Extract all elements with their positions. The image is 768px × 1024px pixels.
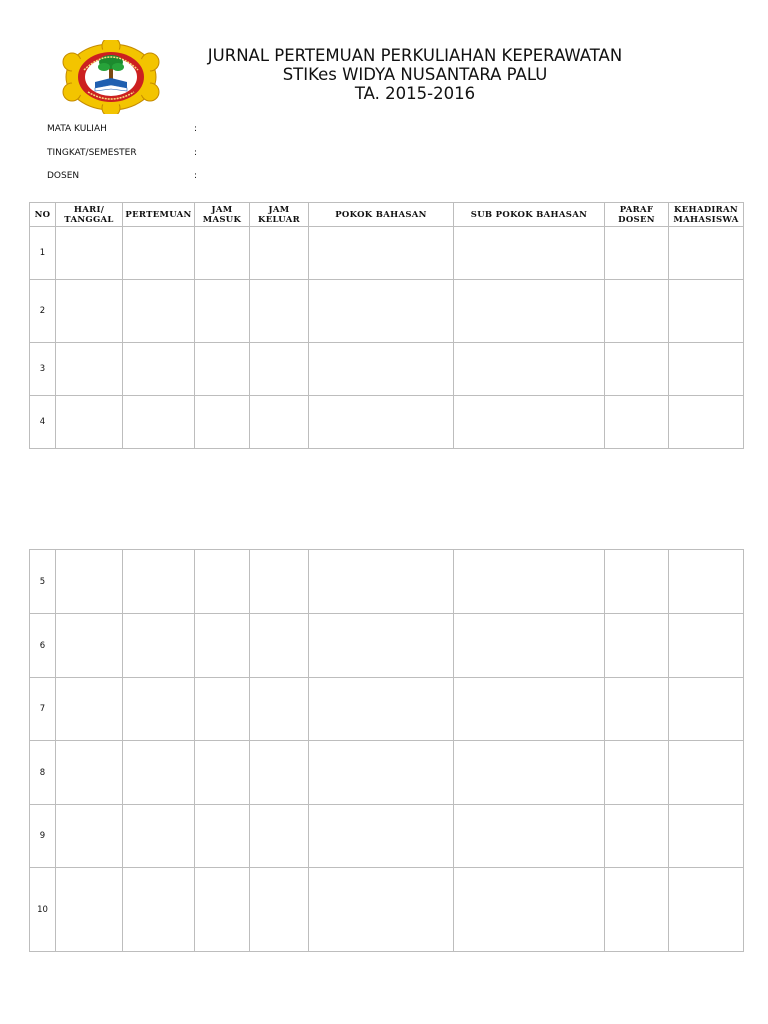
colon: : [194,124,198,134]
row-number: 5 [30,550,56,614]
row-number: 6 [30,614,56,678]
cell-sub-topic[interactable] [454,805,605,868]
cell-lecturer-signature[interactable] [605,280,669,343]
row-number: 4 [30,396,56,449]
table-row [30,805,744,868]
cell-main-topic[interactable] [309,678,454,741]
cell-student-attendance[interactable] [669,868,744,952]
cell-sub-topic[interactable] [454,868,605,952]
cell-time-out[interactable] [250,227,309,280]
col-header-main-topic: POKOK BAHASAN [309,203,454,227]
cell-time-in[interactable] [195,396,250,449]
row-number: 8 [30,741,56,805]
cell-sub-topic[interactable] [454,678,605,741]
row-number: 10 [30,868,56,952]
course-info [47,124,347,195]
cell-time-out[interactable] [250,614,309,678]
table-header-row [30,203,744,227]
cell-main-topic[interactable] [309,741,454,805]
header-title: JURNAL PERTEMUAN PERKULIAHAN KEPERAWATAN [207,46,623,65]
row-number: 7 [30,678,56,741]
cell-day-date[interactable] [56,550,123,614]
cell-time-out[interactable] [250,868,309,952]
level-semester-label: TINGKAT/SEMESTER [47,147,137,158]
cell-day-date[interactable] [56,280,123,343]
colon: : [194,171,198,181]
table-row [30,396,744,449]
cell-student-attendance[interactable] [669,550,744,614]
cell-day-date[interactable] [56,741,123,805]
cell-main-topic[interactable] [309,550,454,614]
cell-time-in[interactable] [195,868,250,952]
cell-student-attendance[interactable] [669,343,744,396]
cell-main-topic[interactable] [309,343,454,396]
cell-lecturer-signature[interactable] [605,343,669,396]
cell-time-in[interactable] [195,678,250,741]
col-header-sub-topic: SUB POKOK BAHASAN [454,203,605,227]
cell-lecturer-signature[interactable] [605,805,669,868]
col-header-student-attendance: KEHADIRAN MAHASISWA [669,203,744,227]
lecturer-label: DOSEN [47,171,80,181]
cell-day-date[interactable] [56,678,123,741]
cell-time-in[interactable] [195,227,250,280]
journal-table [29,202,744,449]
journal-table-continued [29,549,744,952]
cell-time-in[interactable] [195,741,250,805]
cell-meeting[interactable] [123,343,195,396]
cell-time-in[interactable] [195,343,250,396]
cell-meeting[interactable] [123,741,195,805]
cell-meeting[interactable] [123,678,195,741]
col-header-time-out: JAM KELUAR [250,203,309,227]
cell-main-topic[interactable] [309,868,454,952]
col-header-time-in: JAM MASUK [195,203,250,227]
col-header-no: NO [30,203,56,227]
cell-main-topic[interactable] [309,280,454,343]
cell-lecturer-signature[interactable] [605,550,669,614]
institution-logo [62,40,160,114]
cell-sub-topic[interactable] [454,227,605,280]
course-name-label: MATA KULIAH [47,124,107,134]
cell-main-topic[interactable] [309,805,454,868]
cell-meeting[interactable] [123,614,195,678]
header-institution: STIKes WIDYA NUSANTARA PALU [282,65,548,84]
cell-main-topic[interactable] [309,227,454,280]
table-row [30,678,744,741]
row-number: 9 [30,805,56,868]
document-header [160,46,670,103]
cell-meeting[interactable] [123,396,195,449]
col-header-day-date: HARI/ TANGGAL [56,203,123,227]
cell-time-in[interactable] [195,280,250,343]
cell-meeting[interactable] [123,280,195,343]
cell-student-attendance[interactable] [669,805,744,868]
cell-time-out[interactable] [250,550,309,614]
cell-meeting[interactable] [123,227,195,280]
cell-meeting[interactable] [123,805,195,868]
cell-sub-topic[interactable] [454,396,605,449]
cell-day-date[interactable] [56,396,123,449]
cell-student-attendance[interactable] [669,396,744,449]
table-row [30,280,744,343]
col-header-lecturer-signature: PARAF DOSEN [605,203,669,227]
colon: : [194,147,198,158]
cell-lecturer-signature[interactable] [605,614,669,678]
cell-day-date[interactable] [56,343,123,396]
cell-lecturer-signature[interactable] [605,741,669,805]
cell-student-attendance[interactable] [669,280,744,343]
lecturer-row [47,171,347,195]
cell-lecturer-signature[interactable] [605,868,669,952]
cell-student-attendance[interactable] [669,741,744,805]
col-header-meeting: PERTEMUAN [123,203,195,227]
cell-time-in[interactable] [195,805,250,868]
table-row [30,227,744,280]
cell-time-out[interactable] [250,741,309,805]
cell-main-topic[interactable] [309,396,454,449]
cell-sub-topic[interactable] [454,343,605,396]
row-number: 2 [30,280,56,343]
table-row [30,741,744,805]
cell-main-topic[interactable] [309,614,454,678]
cell-student-attendance[interactable] [669,614,744,678]
cell-time-out[interactable] [250,805,309,868]
level-semester-row [47,148,347,172]
cell-time-out[interactable] [250,678,309,741]
cell-sub-topic[interactable] [454,614,605,678]
header-academic-year: TA. 2015-2016 [354,84,476,103]
cell-day-date[interactable] [56,805,123,868]
cell-lecturer-signature[interactable] [605,227,669,280]
cell-meeting[interactable] [123,868,195,952]
cell-time-in[interactable] [195,550,250,614]
cell-day-date[interactable] [56,227,123,280]
row-number: 1 [30,227,56,280]
cell-sub-topic[interactable] [454,741,605,805]
cell-meeting[interactable] [123,550,195,614]
cell-day-date[interactable] [56,614,123,678]
row-number: 3 [30,343,56,396]
cell-day-date[interactable] [56,868,123,952]
table-row [30,614,744,678]
cell-student-attendance[interactable] [669,227,744,280]
cell-time-out[interactable] [250,280,309,343]
cell-lecturer-signature[interactable] [605,396,669,449]
cell-time-out[interactable] [250,396,309,449]
cell-student-attendance[interactable] [669,678,744,741]
cell-time-out[interactable] [250,343,309,396]
table-row [30,550,744,614]
cell-lecturer-signature[interactable] [605,678,669,741]
table-row [30,343,744,396]
course-name-row [47,124,347,148]
table-row [30,868,744,952]
cell-sub-topic[interactable] [454,550,605,614]
cell-sub-topic[interactable] [454,280,605,343]
cell-time-in[interactable] [195,614,250,678]
